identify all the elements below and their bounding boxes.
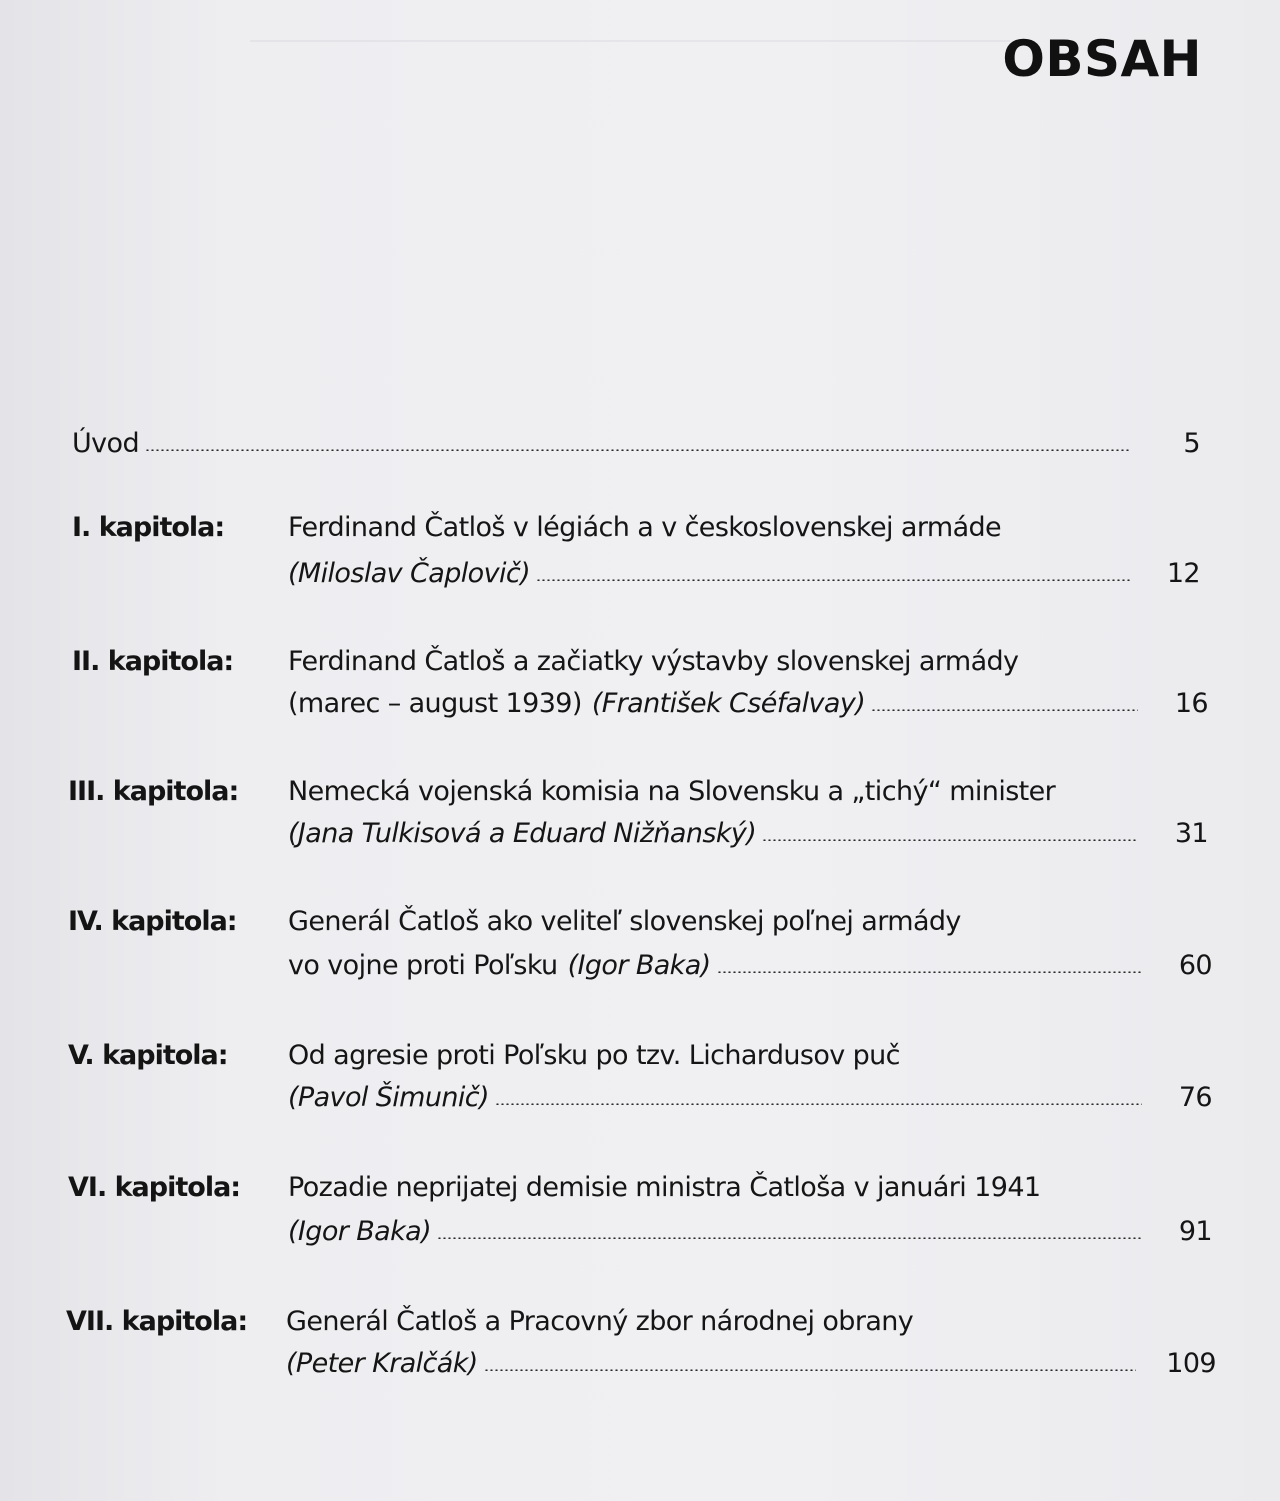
chapter-title: Pozadie neprijatej demisie ministra Čatloša v januári 1941 [288,1172,1041,1203]
chapter-author-row [286,1348,1216,1379]
chapter-page-number: 91 [1178,1216,1212,1247]
chapter-title: Generál Čatloš ako veliteľ slovenskej poľnej armády [288,906,961,937]
chapter-title: Generál Čatloš a Pracovný zbor národnej obrany [286,1306,914,1337]
chapter-author-row [288,558,1200,589]
chapter-title-continued: vo vojne proti Poľsku [288,950,558,981]
chapter-title: Ferdinand Čatloš v légiách a v československej armáde [288,512,1002,543]
dot-leader [484,1369,1136,1371]
chapter-label: III. kapitola: [68,776,239,807]
chapter-label: VII. kapitola: [66,1306,248,1337]
dot-leader [495,1103,1142,1105]
chapter-author-row [288,1216,1212,1247]
show-through-artifact [250,40,1010,132]
chapter-title: Nemecká vojenská komisia na Slovensku a „tichý“ minister [288,776,1056,807]
chapter-author: (Jana Tulkisová a Eduard Nižňanský) [288,818,757,849]
chapter-author-row [288,1082,1212,1113]
chapter-author: (Pavol Šimunič) [288,1082,489,1113]
chapter-title: Od agresie proti Poľsku po tzv. Lichardusov puč [288,1040,900,1071]
chapter-title-continued: (marec – august 1939) [288,688,582,719]
chapter-page-number: 16 [1174,688,1208,719]
chapter-page-number: 31 [1174,818,1208,849]
chapter-label: I. kapitola: [72,512,225,543]
chapter-page-number: 60 [1178,950,1212,981]
chapter-label: V. kapitola: [68,1040,228,1071]
dot-leader [871,709,1138,711]
chapter-author: (Igor Baka) [288,1216,432,1247]
chapter-author: (František Cséfalvay) [591,688,866,719]
chapter-author-row [288,950,1212,981]
chapter-author-row [288,688,1208,719]
intro-label: Úvod [72,428,139,459]
chapter-page-number: 109 [1166,1348,1216,1379]
chapter-author: (Peter Kralčák) [286,1348,478,1379]
chapter-author: (Miloslav Čaplovič) [288,558,531,589]
dot-leader [536,579,1130,581]
chapter-page-number: 12 [1166,558,1200,589]
chapter-author: (Igor Baka) [567,950,711,981]
chapter-page-number: 76 [1178,1082,1212,1113]
chapter-title: Ferdinand Čatloš a začiatky výstavby slovenskej armády [288,646,1019,677]
dot-leader [717,971,1142,973]
dot-leader [437,1237,1142,1239]
chapter-label: IV. kapitola: [68,906,237,937]
intro-page-number: 5 [1183,428,1200,459]
chapter-author-row [288,818,1208,849]
toc-intro-row [72,428,1200,459]
chapter-label: II. kapitola: [72,646,234,677]
chapter-label: VI. kapitola: [68,1172,241,1203]
dot-leader [762,839,1138,841]
dot-leader [145,449,1130,451]
page-title: OBSAH [1002,30,1202,88]
